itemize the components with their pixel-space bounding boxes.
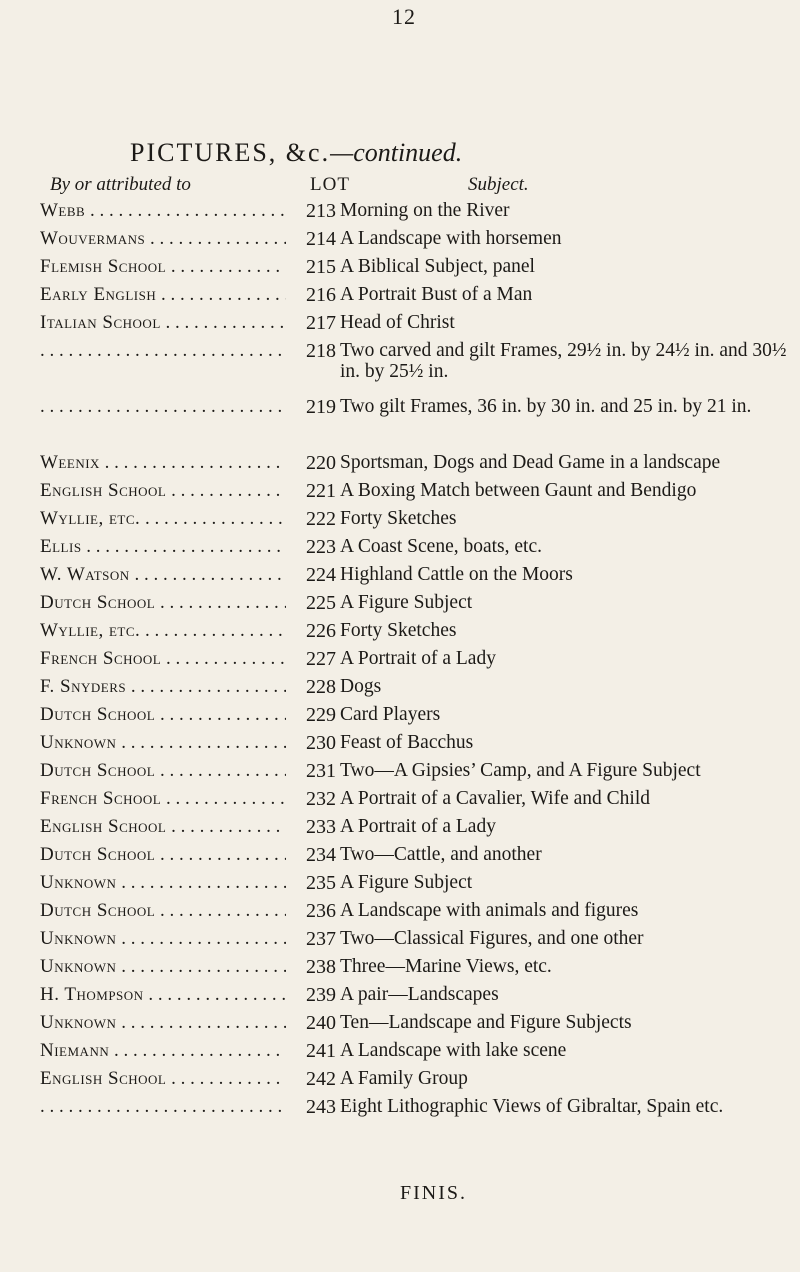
lot-subject: A Coast Scene, boats, etc.: [340, 536, 542, 557]
lot-artist: Unknown . . .: [40, 928, 290, 950]
lot-row: [0, 564, 800, 592]
lot-subject: A Figure Subject: [340, 592, 473, 613]
lot-artist: W. Watson . . .: [40, 564, 290, 586]
lot-number: 235: [286, 872, 336, 895]
lot-number: 239: [286, 984, 336, 1007]
lot-artist: [40, 340, 290, 362]
lot-subject: A Landscape with lake scene: [340, 1040, 567, 1061]
lot-subject: Dogs: [340, 676, 382, 697]
lot-row: [0, 648, 800, 676]
lot-subject: Two carved and gilt Frames, 29½ in. by 24½ in. and 30½ in. by 25½ in.: [340, 340, 787, 382]
lot-artist: Wyllie, etc. . . .: [40, 620, 290, 642]
lot-number: 216: [286, 284, 336, 307]
lot-number: 222: [286, 508, 336, 531]
lot-artist: English School . . .: [40, 480, 290, 502]
lot-row: [0, 452, 800, 480]
page-heading: [130, 138, 770, 168]
lot-artist: Unknown . . .: [40, 872, 290, 894]
lot-row: [0, 228, 800, 256]
lot-row: [0, 1012, 800, 1040]
lot-row: [0, 1096, 800, 1124]
lot-subject: A Boxing Match between Gaunt and Bendigo: [340, 480, 697, 501]
lot-row: [0, 508, 800, 536]
lot-artist: Dutch School . . .: [40, 704, 290, 726]
lot-number: 214: [286, 228, 336, 251]
lot-subject: Highland Cattle on the Moors: [340, 564, 573, 585]
lot-number: 238: [286, 956, 336, 979]
lot-row: [0, 1068, 800, 1096]
lot-artist: Italian School . . .: [40, 312, 290, 334]
lot-subject: Two gilt Frames, 36 in. by 30 in. and 25 in. by 21 in.: [340, 396, 752, 417]
lot-number: 217: [286, 312, 336, 335]
lot-number: 228: [286, 676, 336, 699]
lot-artist: Ellis . . .: [40, 536, 290, 558]
lot-artist: English School . . .: [40, 1068, 290, 1090]
lot-subject: Two—Classical Figures, and one other: [340, 928, 644, 949]
lot-subject: A Portrait Bust of a Man: [340, 284, 533, 305]
lot-number: 243: [286, 1096, 336, 1119]
lot-row: [0, 284, 800, 312]
lot-subject: A Landscape with animals and figures: [340, 900, 639, 921]
lot-artist: Unknown . . .: [40, 732, 290, 754]
lot-artist: French School . . .: [40, 648, 290, 670]
lot-row: [0, 536, 800, 564]
lot-subject: A Portrait of a Cavalier, Wife and Child: [340, 788, 651, 809]
lot-subject: Morning on the River: [340, 200, 510, 221]
lot-artist: Wyllie, etc. . . .: [40, 508, 290, 530]
lot-row: [0, 592, 800, 620]
lot-artist: French School . . .: [40, 788, 290, 810]
lot-artist: Unknown . . .: [40, 1012, 290, 1034]
lot-subject: A Landscape with horsemen: [340, 228, 562, 249]
lot-number: 241: [286, 1040, 336, 1063]
lot-row: [0, 620, 800, 648]
lot-subject: Ten—Landscape and Figure Subjects: [340, 1012, 632, 1033]
lot-subject: A pair—Landscapes: [340, 984, 499, 1005]
lot-row: [0, 676, 800, 704]
lot-row: [0, 844, 800, 872]
lot-row: [0, 760, 800, 788]
lot-number: 213: [286, 200, 336, 223]
lot-number: 226: [286, 620, 336, 643]
lot-artist: Wouvermans . . .: [40, 228, 290, 250]
column-header-subject: Subject.: [468, 174, 529, 195]
lot-row: [0, 900, 800, 928]
lot-artist: Unknown . . .: [40, 956, 290, 978]
lot-subject: Feast of Bacchus: [340, 732, 474, 753]
lot-number: 225: [286, 592, 336, 615]
lot-artist: English School . . .: [40, 816, 290, 838]
lot-artist: H. Thompson . . .: [40, 984, 290, 1006]
lot-artist: Early English . . .: [40, 284, 290, 306]
lot-number: 220: [286, 452, 336, 475]
lot-subject: Card Players: [340, 704, 441, 725]
lot-artist: [40, 1096, 290, 1118]
lot-artist: Dutch School . . .: [40, 844, 290, 866]
lot-artist: F. Snyders . . .: [40, 676, 290, 698]
lot-artist: Flemish School . . .: [40, 256, 290, 278]
lot-number: 215: [286, 256, 336, 279]
lot-row: [0, 1040, 800, 1068]
lot-row: [0, 956, 800, 984]
column-header-lot: LOT: [310, 174, 350, 195]
lot-number: 236: [286, 900, 336, 923]
lot-row: [0, 928, 800, 956]
lot-subject: Three—Marine Views, etc.: [340, 956, 552, 977]
lot-number: 233: [286, 816, 336, 839]
lot-row: [0, 200, 800, 228]
lot-number: 234: [286, 844, 336, 867]
lot-subject: A Family Group: [340, 1068, 468, 1089]
lot-artist: Dutch School . . .: [40, 592, 290, 614]
lot-number: 218: [286, 340, 336, 363]
lot-number: 221: [286, 480, 336, 503]
lot-row: [0, 984, 800, 1012]
lot-subject: Forty Sketches: [340, 620, 457, 641]
lot-number: 224: [286, 564, 336, 587]
finis: FINIS.: [400, 1182, 468, 1204]
lot-artist: Webb . . .: [40, 200, 290, 222]
lot-row: [0, 788, 800, 816]
heading-continued: —continued.: [330, 138, 463, 167]
lot-number: 219: [286, 396, 336, 419]
lot-row: [0, 480, 800, 508]
lot-artist: Dutch School . . .: [40, 760, 290, 782]
lot-subject: Head of Christ: [340, 312, 455, 333]
lot-number: 242: [286, 1068, 336, 1091]
lot-number: 231: [286, 760, 336, 783]
lot-subject: A Portrait of a Lady: [340, 648, 496, 669]
lot-subject: Eight Lithographic Views of Gibraltar, Spain etc.: [340, 1096, 724, 1117]
lot-number: 232: [286, 788, 336, 811]
column-header-by-attributed: By or attributed to: [50, 174, 191, 195]
lot-artist: Niemann . . .: [40, 1040, 290, 1062]
lot-subject: Two—A Gipsies’ Camp, and A Figure Subject: [340, 760, 701, 781]
lot-row: [0, 396, 800, 424]
lot-row: [0, 732, 800, 760]
lot-number: 237: [286, 928, 336, 951]
lot-row: [0, 872, 800, 900]
lot-row: [0, 312, 800, 340]
lot-subject: A Portrait of a Lady: [340, 816, 496, 837]
lot-number: 240: [286, 1012, 336, 1035]
lot-subject: A Figure Subject: [340, 872, 473, 893]
lot-subject: Two—Cattle, and another: [340, 844, 542, 865]
lot-number: 230: [286, 732, 336, 755]
lot-row: [0, 704, 800, 732]
lot-artist: [40, 396, 290, 418]
lot-row: [0, 816, 800, 844]
lot-row: [0, 340, 800, 382]
lot-artist: Dutch School . . .: [40, 900, 290, 922]
lot-subject: Sportsman, Dogs and Dead Game in a landscape: [340, 452, 721, 473]
lot-number: 229: [286, 704, 336, 727]
lot-number: 223: [286, 536, 336, 559]
lot-number: 227: [286, 648, 336, 671]
lot-subject: Forty Sketches: [340, 508, 457, 529]
lot-artist: Weenix . . .: [40, 452, 290, 474]
page-number: 12: [392, 4, 416, 29]
lot-row: [0, 256, 800, 284]
heading-title: PICTURES, &c.: [130, 138, 331, 167]
lot-subject: A Biblical Subject, panel: [340, 256, 535, 277]
